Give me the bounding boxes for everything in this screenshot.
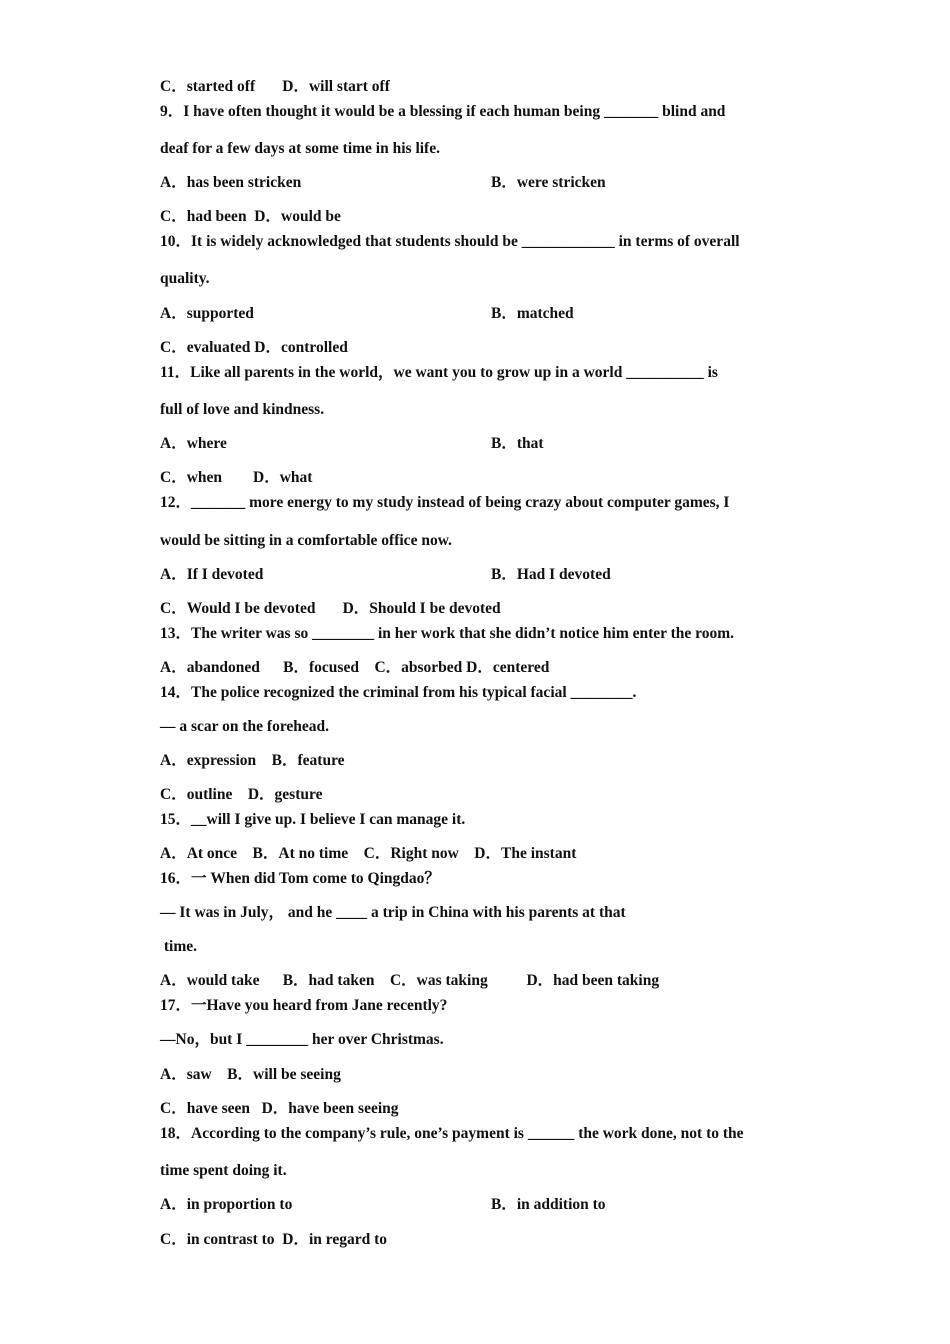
q17-stem-cont: —No，but I ________ her over Christmas. [160,1031,444,1048]
q12-options-cd: C．Would I be devoted D．Should I be devoted [160,600,501,617]
q16-stem: 16．一 When did Tom come to Qingdao？ [160,870,440,887]
q13-options: A．abandoned B．focused C．absorbed D．centered [160,659,550,676]
q12-option-b: B．Had I devoted [491,566,611,583]
q10-option-b: B．matched [491,305,574,322]
q13-stem: 13．The writer was so ________ in her work that she didn’t notice him enter the room. [160,625,735,642]
q11-option-a: A．where [160,435,227,452]
q9-stem: 9．I have often thought it would be a blessing if each human being _______ blind and [160,103,726,120]
q9-stem-cont: deaf for a few days at some time in his life. [160,140,440,157]
q14-options-cd: C．outline D．gesture [160,786,323,803]
q17-options-cd: C．have seen D．have been seeing [160,1100,399,1117]
q16-options: A．would take B．had taken C．was taking D．had been taking [160,972,660,989]
q12-options-ab [160,565,611,585]
q11-option-b: B．that [491,435,544,452]
q16-stem-cont: — It was in July， and he ____ a trip in China with his parents at that [160,904,626,921]
q11-options-ab [160,434,544,454]
q14-options-ab: A．expression B．feature [160,752,345,769]
q10-option-a: A．supported [160,305,254,322]
q10-stem: 10．It is widely acknowledged that students should be ____________ in terms of overall [160,233,740,250]
q9-options-cd: C．had been D．would be [160,208,341,225]
q16-stem-cont2: time. [160,938,198,955]
q15-stem: 15．__will I give up. I believe I can manage it. [160,811,466,828]
q10-options-cd: C．evaluated D．controlled [160,339,348,356]
q12-stem: 12．_______ more energy to my study instead of being crazy about computer games, I [160,494,730,511]
q11-stem-cont: full of love and kindness. [160,401,325,418]
q18-options-cd: C．in contrast to D．in regard to [160,1231,388,1248]
q10-options-ab [160,304,574,324]
q9-option-a: A．has been stricken [160,174,302,191]
q14-stem-cont: — a scar on the forehead. [160,718,330,735]
q17-options-ab: A．saw B．will be seeing [160,1066,341,1083]
q14-stem: 14．The police recognized the criminal from his typical facial ________. [160,684,637,701]
q15-options: A．At once B．At no time C．Right now D．The instant [160,845,577,862]
q10-stem-cont: quality. [160,270,210,287]
q11-options-cd: C．when D．what [160,469,313,486]
q18-option-b: B．in addition to [491,1196,606,1213]
q18-stem: 18．According to the company’s rule, one’s payment is ______ the work done, not to the [160,1125,744,1142]
q9-options-ab [160,173,606,193]
q18-option-a: A．in proportion to [160,1196,293,1213]
q9-option-b: B．were stricken [491,174,606,191]
q17-stem: 17．一Have you heard from Jane recently? [160,997,448,1014]
q18-stem-cont: time spent doing it. [160,1162,287,1179]
q12-stem-cont: would be sitting in a comfortable office now. [160,532,452,549]
q12-option-a: A．If I devoted [160,566,264,583]
q11-stem: 11．Like all parents in the world，we want you to grow up in a world __________ is [160,364,718,381]
q18-options-ab [160,1195,606,1215]
q8-options-cd: C．started off D．will start off [160,78,390,95]
